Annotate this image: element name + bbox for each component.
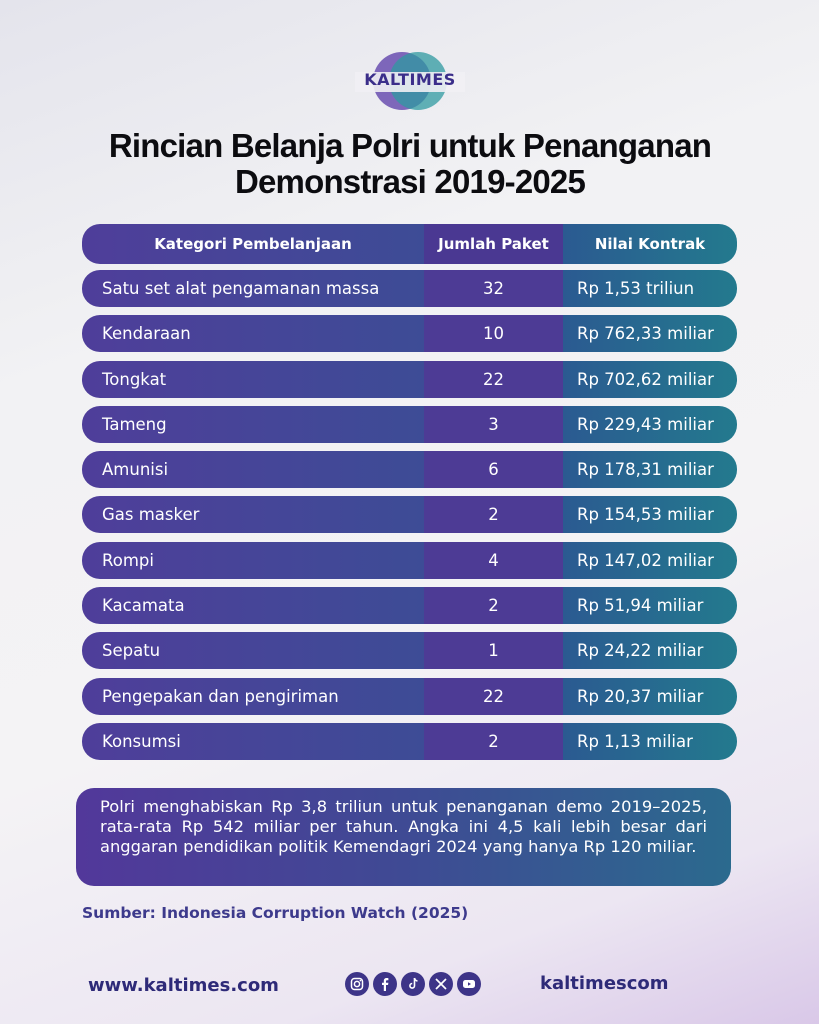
cell-packages: 22 <box>424 361 563 398</box>
social-handle[interactable]: kaltimescom <box>540 973 669 994</box>
x-icon[interactable] <box>429 972 453 996</box>
cell-packages: 2 <box>424 723 563 760</box>
kaltimes-logo <box>355 50 465 112</box>
cell-category: Konsumsi <box>82 723 424 760</box>
cell-value: Rp 178,31 miliar <box>563 451 737 488</box>
table-row <box>82 678 737 715</box>
source-citation: Sumber: Indonesia Corruption Watch (2025) <box>82 904 469 922</box>
cell-value: Rp 147,02 miliar <box>563 542 737 579</box>
table-header-row <box>82 224 737 264</box>
cell-packages: 4 <box>424 542 563 579</box>
table-row <box>82 496 737 533</box>
cell-category: Sepatu <box>82 632 424 669</box>
instagram-icon[interactable] <box>345 972 369 996</box>
cell-packages: 2 <box>424 496 563 533</box>
title-line-1: Rincian Belanja Polri untuk Penanganan <box>108 127 712 164</box>
facebook-icon[interactable] <box>373 972 397 996</box>
cell-packages: 6 <box>424 451 563 488</box>
cell-packages: 10 <box>424 315 563 352</box>
youtube-icon[interactable] <box>457 972 481 996</box>
tiktok-icon[interactable] <box>401 972 425 996</box>
header-value: Nilai Kontrak <box>563 224 737 264</box>
cell-packages: 3 <box>424 406 563 443</box>
cell-category: Kendaraan <box>82 315 424 352</box>
table-row <box>82 723 737 760</box>
cell-category: Tameng <box>82 406 424 443</box>
cell-packages: 32 <box>424 270 563 307</box>
cell-value: Rp 51,94 miliar <box>563 587 737 624</box>
cell-packages: 22 <box>424 678 563 715</box>
table-row <box>82 632 737 669</box>
cell-value: Rp 1,53 triliun <box>563 270 737 307</box>
cell-value: Rp 762,33 miliar <box>563 315 737 352</box>
title-line-2: Demonstrasi 2019-2025 <box>234 163 586 200</box>
header-category: Kategori Pembelanjaan <box>82 224 424 264</box>
cell-value: Rp 154,53 miliar <box>563 496 737 533</box>
spending-table <box>82 224 737 768</box>
cell-value: Rp 24,22 miliar <box>563 632 737 669</box>
cell-category: Satu set alat pengamanan massa <box>82 270 424 307</box>
cell-value: Rp 1,13 miliar <box>563 723 737 760</box>
table-row <box>82 451 737 488</box>
logo-text: KALTIMES <box>364 70 456 89</box>
cell-category: Pengepakan dan pengiriman <box>82 678 424 715</box>
summary-box: Polri menghabiskan Rp 3,8 triliun untuk penanganan demo 2019–2025, rata-rata Rp 542 miliar per tahun. Angka ini 4,5 kali lebih besar dari anggaran pendidikan politik Kemendagri 2024 yang hanya Rp 120 miliar. <box>76 788 731 886</box>
header-packages: Jumlah Paket <box>424 224 563 264</box>
cell-category: Amunisi <box>82 451 424 488</box>
page-title <box>60 128 760 200</box>
cell-packages: 2 <box>424 587 563 624</box>
table-row <box>82 542 737 579</box>
cell-value: Rp 702,62 miliar <box>563 361 737 398</box>
cell-category: Gas masker <box>82 496 424 533</box>
table-row <box>82 315 737 352</box>
cell-value: Rp 20,37 miliar <box>563 678 737 715</box>
table-row <box>82 406 737 443</box>
table-row <box>82 270 737 307</box>
cell-category: Tongkat <box>82 361 424 398</box>
cell-packages: 1 <box>424 632 563 669</box>
website-link[interactable]: www.kaltimes.com <box>88 975 279 996</box>
cell-category: Kacamata <box>82 587 424 624</box>
table-row <box>82 361 737 398</box>
social-icons <box>345 972 481 996</box>
table-row <box>82 587 737 624</box>
cell-category: Rompi <box>82 542 424 579</box>
cell-value: Rp 229,43 miliar <box>563 406 737 443</box>
